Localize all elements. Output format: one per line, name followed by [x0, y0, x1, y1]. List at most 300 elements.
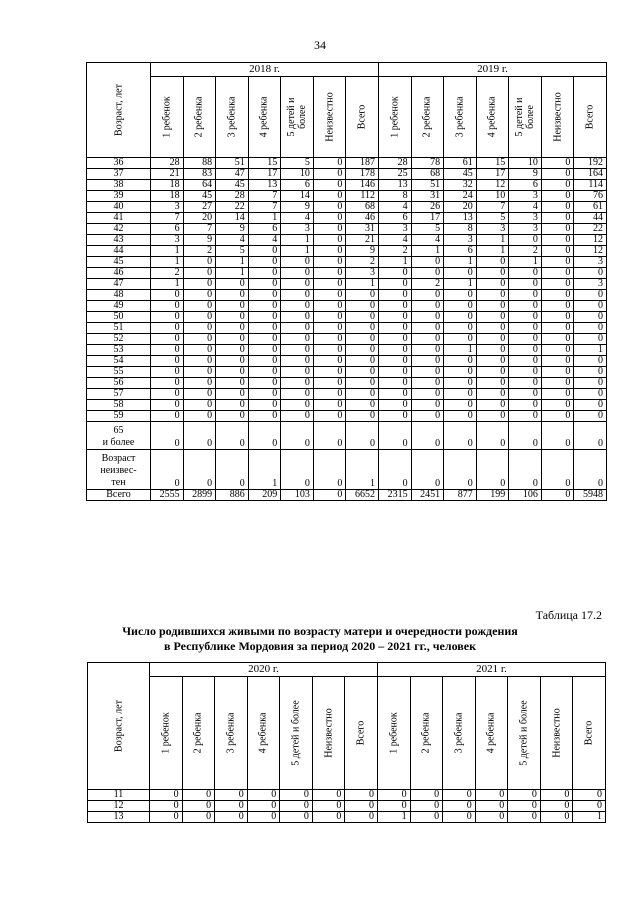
age-cell: 12 — [88, 801, 150, 812]
value-cell: 199 — [476, 490, 509, 501]
value-cell: 4 — [379, 202, 412, 213]
value-cell: 0 — [540, 790, 573, 801]
column-header: 2 ребенка — [182, 677, 215, 790]
value-cell: 0 — [541, 334, 574, 345]
value-cell: 0 — [183, 312, 216, 323]
value-cell: 13 — [444, 213, 477, 224]
value-cell: 0 — [379, 378, 412, 389]
value-cell: 0 — [313, 235, 346, 246]
value-cell: 0 — [346, 367, 379, 378]
value-cell: 27 — [183, 202, 216, 213]
age-cell: 49 — [87, 301, 151, 312]
value-cell: 0 — [444, 323, 477, 334]
value-cell: 1 — [346, 279, 379, 290]
value-cell: 9 — [183, 235, 216, 246]
value-cell: 0 — [476, 400, 509, 411]
value-cell: 187 — [346, 158, 379, 169]
value-cell: 0 — [248, 312, 281, 323]
column-header: 5 детей и более — [281, 77, 314, 158]
value-cell: 2899 — [183, 490, 216, 501]
value-cell: 0 — [410, 812, 443, 823]
value-cell: 1 — [151, 246, 184, 257]
value-cell: 0 — [216, 389, 249, 400]
value-cell: 0 — [313, 224, 346, 235]
value-cell: 0 — [216, 400, 249, 411]
column-header: 1 ребенок — [379, 77, 412, 158]
age-cell: 48 — [87, 290, 151, 301]
column-header: Неизвестно — [312, 677, 345, 790]
value-cell: 1 — [476, 235, 509, 246]
value-cell: 26 — [411, 202, 444, 213]
value-cell: 0 — [312, 790, 345, 801]
value-cell: 0 — [281, 400, 314, 411]
value-cell: 0 — [312, 801, 345, 812]
value-cell: 0 — [313, 268, 346, 279]
age-column-header: Возраст, лет — [87, 63, 151, 158]
value-cell: 0 — [444, 290, 477, 301]
value-cell: 8 — [379, 191, 412, 202]
age-cell: Всего — [87, 490, 151, 501]
table-row — [87, 367, 607, 378]
value-cell: 14 — [216, 213, 249, 224]
value-cell: 0 — [541, 180, 574, 191]
value-cell: 0 — [313, 213, 346, 224]
value-cell: 0 — [151, 356, 184, 367]
births-table-2020-2021 — [87, 662, 606, 823]
value-cell: 0 — [476, 323, 509, 334]
value-cell: 0 — [379, 389, 412, 400]
value-cell: 0 — [248, 301, 281, 312]
age-cell: 40 — [87, 202, 151, 213]
value-cell: 0 — [574, 323, 607, 334]
value-cell: 10 — [281, 169, 314, 180]
value-cell: 0 — [574, 450, 607, 490]
value-cell: 0 — [379, 411, 412, 422]
value-cell: 0 — [379, 279, 412, 290]
table-row — [87, 202, 607, 213]
column-header: 3 ребенка — [215, 677, 248, 790]
value-cell: 2451 — [411, 490, 444, 501]
value-cell: 0 — [574, 334, 607, 345]
value-cell: 2555 — [151, 490, 184, 501]
value-cell: 0 — [444, 400, 477, 411]
value-cell: 0 — [411, 257, 444, 268]
column-header: 2 ребенка — [411, 77, 444, 158]
value-cell: 22 — [216, 202, 249, 213]
value-cell: 83 — [183, 169, 216, 180]
value-cell: 1 — [281, 246, 314, 257]
value-cell: 68 — [346, 202, 379, 213]
value-cell: 0 — [151, 450, 184, 490]
value-cell: 0 — [312, 812, 345, 823]
value-cell: 0 — [541, 345, 574, 356]
value-cell: 1 — [346, 450, 379, 490]
value-cell: 1 — [476, 246, 509, 257]
page-number: 34 — [314, 38, 326, 52]
value-cell: 0 — [346, 290, 379, 301]
value-cell: 0 — [151, 411, 184, 422]
value-cell: 0 — [411, 312, 444, 323]
value-cell: 0 — [313, 257, 346, 268]
value-cell: 0 — [541, 312, 574, 323]
age-cell: 56 — [87, 378, 151, 389]
value-cell: 0 — [216, 323, 249, 334]
value-cell: 0 — [183, 411, 216, 422]
value-cell: 0 — [345, 812, 378, 823]
value-cell: 10 — [509, 158, 542, 169]
value-cell: 51 — [216, 158, 249, 169]
value-cell: 0 — [509, 323, 542, 334]
value-cell: 0 — [247, 812, 280, 823]
value-cell: 0 — [247, 801, 280, 812]
value-cell: 0 — [216, 356, 249, 367]
value-cell: 7 — [248, 202, 281, 213]
value-cell: 0 — [151, 301, 184, 312]
value-cell: 0 — [248, 257, 281, 268]
value-cell: 9 — [509, 169, 542, 180]
value-cell: 0 — [444, 367, 477, 378]
value-cell: 0 — [183, 279, 216, 290]
age-cell: 46 — [87, 268, 151, 279]
value-cell: 0 — [280, 801, 313, 812]
column-header: 4 ребенка — [247, 677, 280, 790]
table-row — [88, 790, 606, 801]
column-header: 4 ребенка — [475, 677, 508, 790]
column-header: Неизвестно — [313, 77, 346, 158]
table-row — [87, 169, 607, 180]
value-cell: 0 — [411, 367, 444, 378]
value-cell: 1 — [151, 279, 184, 290]
value-cell: 0 — [313, 422, 346, 450]
value-cell: 5 — [216, 246, 249, 257]
table-row — [87, 158, 607, 169]
value-cell: 44 — [574, 213, 607, 224]
column-header: 2 ребенка — [410, 677, 443, 790]
value-cell: 0 — [313, 378, 346, 389]
age-cell: 52 — [87, 334, 151, 345]
value-cell: 0 — [379, 422, 412, 450]
value-cell: 0 — [150, 812, 183, 823]
column-header: Всего — [574, 77, 607, 158]
column-header: 5 детей и более — [508, 677, 541, 790]
value-cell: 2315 — [379, 490, 412, 501]
value-cell: 7 — [183, 224, 216, 235]
table-row — [87, 235, 607, 246]
table-row — [87, 180, 607, 191]
value-cell: 0 — [151, 345, 184, 356]
table-row — [87, 389, 607, 400]
table-row — [87, 422, 607, 450]
value-cell: 3 — [574, 257, 607, 268]
value-cell: 0 — [313, 191, 346, 202]
value-cell: 0 — [346, 301, 379, 312]
value-cell: 0 — [313, 312, 346, 323]
year-header-2020: 2020 г. — [150, 663, 378, 677]
value-cell: 0 — [443, 801, 476, 812]
age-cell: 41 — [87, 213, 151, 224]
value-cell: 1 — [411, 246, 444, 257]
value-cell: 0 — [183, 323, 216, 334]
value-cell: 9 — [281, 202, 314, 213]
value-cell: 3 — [574, 279, 607, 290]
value-cell: 0 — [281, 268, 314, 279]
value-cell: 0 — [411, 411, 444, 422]
value-cell: 0 — [509, 345, 542, 356]
value-cell: 0 — [476, 268, 509, 279]
value-cell: 0 — [541, 450, 574, 490]
column-header: 1 ребенок — [150, 677, 183, 790]
value-cell: 0 — [248, 356, 281, 367]
value-cell: 0 — [573, 801, 606, 812]
value-cell: 0 — [247, 790, 280, 801]
column-header: 4 ребенка — [248, 77, 281, 158]
value-cell: 0 — [476, 422, 509, 450]
value-cell: 0 — [444, 422, 477, 450]
value-cell: 0 — [574, 312, 607, 323]
value-cell: 0 — [379, 345, 412, 356]
value-cell: 15 — [476, 158, 509, 169]
table-title: Число родившихся живыми по возрасту матери и очередности рождения в Республике Мордовия за период 2020 – 2021 гг., человек — [122, 624, 518, 653]
value-cell: 24 — [444, 191, 477, 202]
value-cell: 0 — [248, 268, 281, 279]
value-cell: 45 — [444, 169, 477, 180]
value-cell: 0 — [574, 356, 607, 367]
value-cell: 0 — [476, 312, 509, 323]
value-cell: 0 — [476, 301, 509, 312]
column-header: 2 ребенка — [183, 77, 216, 158]
value-cell: 0 — [346, 356, 379, 367]
age-cell: 37 — [87, 169, 151, 180]
value-cell: 61 — [574, 202, 607, 213]
value-cell: 0 — [541, 191, 574, 202]
value-cell: 12 — [574, 235, 607, 246]
value-cell: 0 — [346, 422, 379, 450]
value-cell: 0 — [444, 312, 477, 323]
value-cell: 0 — [410, 790, 443, 801]
value-cell: 0 — [281, 345, 314, 356]
value-cell: 0 — [313, 389, 346, 400]
value-cell: 0 — [411, 400, 444, 411]
age-cell: 11 — [88, 790, 150, 801]
value-cell: 0 — [509, 450, 542, 490]
value-cell: 0 — [509, 378, 542, 389]
value-cell: 15 — [248, 158, 281, 169]
value-cell: 0 — [574, 411, 607, 422]
births-table-2018-2019 — [86, 62, 607, 501]
value-cell: 0 — [509, 301, 542, 312]
value-cell: 6 — [248, 224, 281, 235]
value-cell: 0 — [216, 279, 249, 290]
value-cell: 45 — [216, 180, 249, 191]
value-cell: 78 — [411, 158, 444, 169]
value-cell: 32 — [444, 180, 477, 191]
value-cell: 0 — [475, 801, 508, 812]
table-row — [87, 334, 607, 345]
value-cell: 0 — [313, 490, 346, 501]
value-cell: 0 — [541, 257, 574, 268]
value-cell: 0 — [150, 801, 183, 812]
table-row — [87, 290, 607, 301]
value-cell: 103 — [281, 490, 314, 501]
table-row — [87, 400, 607, 411]
value-cell: 0 — [573, 790, 606, 801]
value-cell: 0 — [379, 450, 412, 490]
value-cell: 45 — [183, 191, 216, 202]
value-cell: 0 — [345, 790, 378, 801]
age-cell: 43 — [87, 235, 151, 246]
value-cell: 1 — [216, 257, 249, 268]
age-cell: 47 — [87, 279, 151, 290]
table-row — [88, 812, 606, 823]
value-cell: 146 — [346, 180, 379, 191]
value-cell: 0 — [151, 367, 184, 378]
value-cell: 0 — [313, 202, 346, 213]
value-cell: 17 — [476, 169, 509, 180]
value-cell: 0 — [541, 169, 574, 180]
value-cell: 0 — [444, 268, 477, 279]
value-cell: 0 — [541, 400, 574, 411]
value-cell: 0 — [574, 367, 607, 378]
value-cell: 0 — [476, 367, 509, 378]
value-cell: 0 — [183, 356, 216, 367]
value-cell: 7 — [248, 191, 281, 202]
value-cell: 0 — [313, 356, 346, 367]
value-cell: 0 — [541, 490, 574, 501]
value-cell: 0 — [281, 290, 314, 301]
value-cell: 0 — [248, 290, 281, 301]
value-cell: 0 — [313, 279, 346, 290]
value-cell: 1 — [248, 450, 281, 490]
value-cell: 0 — [248, 389, 281, 400]
value-cell: 2 — [411, 279, 444, 290]
value-cell: 4 — [411, 235, 444, 246]
age-cell: 45 — [87, 257, 151, 268]
value-cell: 886 — [216, 490, 249, 501]
value-cell: 0 — [183, 389, 216, 400]
value-cell: 0 — [182, 801, 215, 812]
table-row — [87, 356, 607, 367]
value-cell: 0 — [281, 257, 314, 268]
value-cell: 0 — [281, 356, 314, 367]
table-row — [87, 246, 607, 257]
value-cell: 68 — [411, 169, 444, 180]
value-cell: 0 — [509, 268, 542, 279]
value-cell: 0 — [443, 812, 476, 823]
value-cell: 0 — [248, 400, 281, 411]
value-cell: 0 — [216, 334, 249, 345]
value-cell: 0 — [313, 400, 346, 411]
column-header: 5 детей и более — [280, 677, 313, 790]
value-cell: 0 — [410, 801, 443, 812]
value-cell: 0 — [574, 389, 607, 400]
value-cell: 0 — [248, 279, 281, 290]
age-cell: 58 — [87, 400, 151, 411]
value-cell: 0 — [476, 450, 509, 490]
value-cell: 1 — [573, 812, 606, 823]
year-header-2019: 2019 г. — [379, 63, 607, 77]
value-cell: 0 — [281, 323, 314, 334]
value-cell: 47 — [216, 169, 249, 180]
value-cell: 1 — [509, 257, 542, 268]
value-cell: 0 — [476, 378, 509, 389]
value-cell: 3 — [509, 191, 542, 202]
value-cell: 0 — [411, 268, 444, 279]
value-cell: 88 — [183, 158, 216, 169]
age-cell: 55 — [87, 367, 151, 378]
value-cell: 0 — [182, 790, 215, 801]
value-cell: 0 — [183, 257, 216, 268]
table-row — [87, 279, 607, 290]
value-cell: 0 — [379, 367, 412, 378]
column-header: 1 ребенок — [151, 77, 184, 158]
value-cell: 2 — [183, 246, 216, 257]
value-cell: 0 — [541, 367, 574, 378]
value-cell: 0 — [378, 801, 411, 812]
table-label: Таблица 17.2 — [535, 608, 602, 622]
value-cell: 0 — [509, 290, 542, 301]
value-cell: 21 — [346, 235, 379, 246]
value-cell: 0 — [444, 450, 477, 490]
value-cell: 6652 — [346, 490, 379, 501]
value-cell: 0 — [215, 790, 248, 801]
table-row — [87, 411, 607, 422]
value-cell: 0 — [281, 422, 314, 450]
value-cell: 0 — [476, 257, 509, 268]
value-cell: 0 — [541, 246, 574, 257]
column-header: Всего — [345, 677, 378, 790]
column-header: 4 ребенка — [476, 77, 509, 158]
column-header: Всего — [573, 677, 606, 790]
value-cell: 17 — [411, 213, 444, 224]
value-cell: 0 — [280, 812, 313, 823]
column-header: Неизвестно — [540, 677, 573, 790]
value-cell: 0 — [151, 400, 184, 411]
value-cell: 0 — [509, 367, 542, 378]
value-cell: 3 — [281, 224, 314, 235]
value-cell: 0 — [313, 180, 346, 191]
value-cell: 0 — [411, 422, 444, 450]
age-cell: 13 — [88, 812, 150, 823]
value-cell: 0 — [508, 790, 541, 801]
value-cell: 0 — [540, 812, 573, 823]
table-row — [87, 378, 607, 389]
value-cell: 3 — [379, 224, 412, 235]
value-cell: 0 — [281, 367, 314, 378]
value-cell: 0 — [313, 290, 346, 301]
column-header: 3 ребенка — [443, 677, 476, 790]
value-cell: 0 — [541, 279, 574, 290]
value-cell: 0 — [509, 389, 542, 400]
value-cell: 0 — [215, 801, 248, 812]
value-cell: 4 — [379, 235, 412, 246]
value-cell: 0 — [216, 290, 249, 301]
value-cell: 0 — [216, 301, 249, 312]
value-cell: 4 — [509, 202, 542, 213]
value-cell: 0 — [541, 378, 574, 389]
value-cell: 0 — [411, 323, 444, 334]
value-cell: 2 — [379, 246, 412, 257]
value-cell: 64 — [183, 180, 216, 191]
value-cell: 1 — [378, 812, 411, 823]
value-cell: 0 — [541, 301, 574, 312]
value-cell: 0 — [476, 279, 509, 290]
value-cell: 0 — [475, 812, 508, 823]
value-cell: 0 — [443, 790, 476, 801]
value-cell: 178 — [346, 169, 379, 180]
value-cell: 1 — [281, 235, 314, 246]
value-cell: 0 — [346, 389, 379, 400]
value-cell: 0 — [248, 422, 281, 450]
